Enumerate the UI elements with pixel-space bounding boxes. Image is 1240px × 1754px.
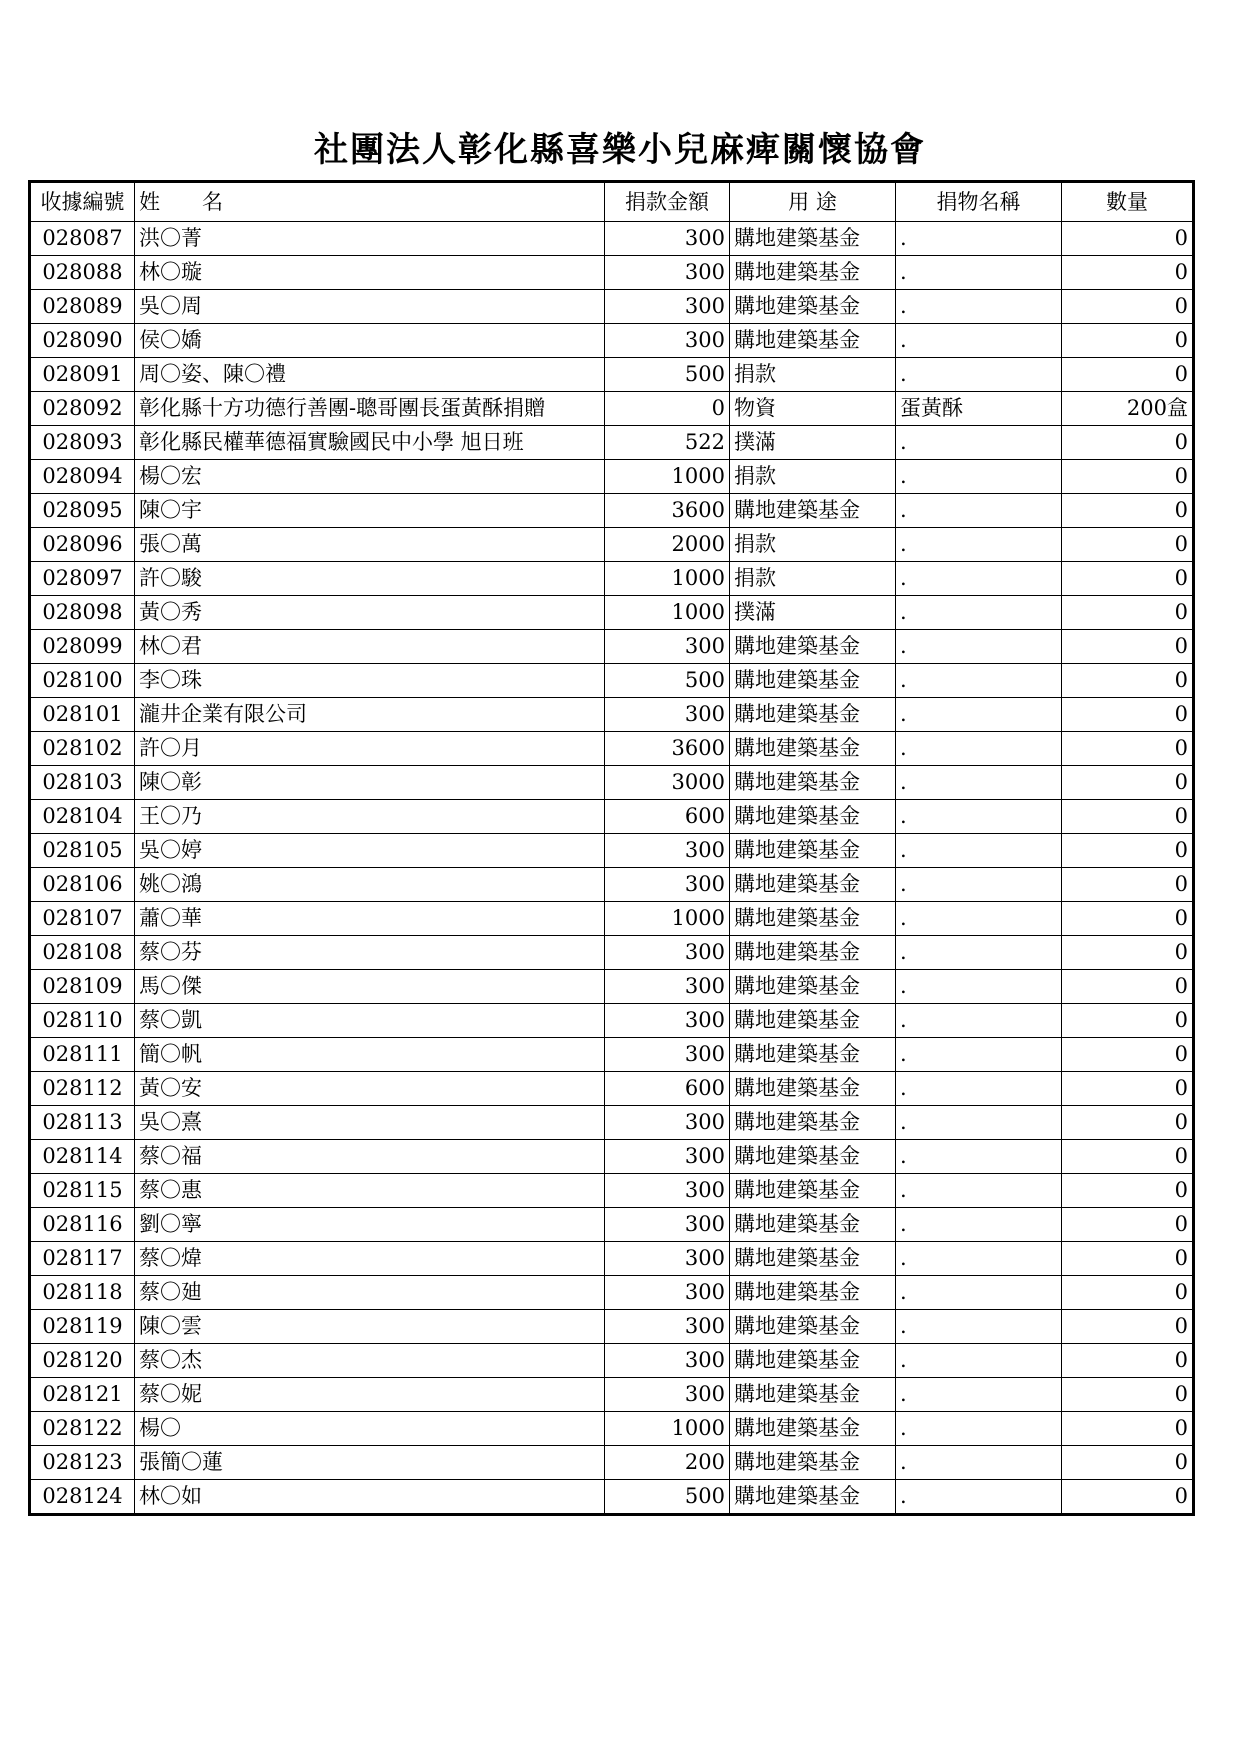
table-row xyxy=(30,732,1194,766)
cell-donor-name: 彰化縣民權華德福實驗國民中小學 旭日班 xyxy=(135,426,605,460)
cell-donor-name: 周〇姿、陳〇禮 xyxy=(135,358,605,392)
cell-quantity: 0 xyxy=(1062,732,1194,766)
cell-quantity: 0 xyxy=(1062,664,1194,698)
cell-quantity: 0 xyxy=(1062,1208,1194,1242)
cell-donor-name: 陳〇宇 xyxy=(135,494,605,528)
cell-donor-name: 楊〇宏 xyxy=(135,460,605,494)
cell-amount: 300 xyxy=(605,1038,730,1072)
cell-amount: 300 xyxy=(605,1344,730,1378)
cell-donor-name: 楊〇 xyxy=(135,1412,605,1446)
cell-item-name: . xyxy=(896,1480,1062,1515)
cell-purpose: 購地建築基金 xyxy=(730,494,896,528)
table-row xyxy=(30,290,1194,324)
cell-amount: 300 xyxy=(605,290,730,324)
cell-receipt-number: 028087 xyxy=(30,222,135,256)
cell-amount: 300 xyxy=(605,630,730,664)
cell-amount: 2000 xyxy=(605,528,730,562)
cell-receipt-number: 028120 xyxy=(30,1344,135,1378)
cell-purpose: 購地建築基金 xyxy=(730,902,896,936)
table-row xyxy=(30,1174,1194,1208)
cell-receipt-number: 028094 xyxy=(30,460,135,494)
cell-donor-name: 彰化縣十方功德行善團-聰哥團長蛋黃酥捐贈 xyxy=(135,392,605,426)
cell-quantity: 0 xyxy=(1062,426,1194,460)
cell-item-name: . xyxy=(896,1106,1062,1140)
cell-amount: 600 xyxy=(605,800,730,834)
cell-item-name: . xyxy=(896,460,1062,494)
cell-amount: 300 xyxy=(605,698,730,732)
cell-donor-name: 王〇乃 xyxy=(135,800,605,834)
cell-receipt-number: 028096 xyxy=(30,528,135,562)
cell-purpose: 購地建築基金 xyxy=(730,324,896,358)
cell-item-name: . xyxy=(896,1310,1062,1344)
cell-purpose: 購地建築基金 xyxy=(730,1072,896,1106)
cell-item-name: . xyxy=(896,766,1062,800)
cell-donor-name: 姚〇鴻 xyxy=(135,868,605,902)
cell-purpose: 購地建築基金 xyxy=(730,222,896,256)
cell-receipt-number: 028108 xyxy=(30,936,135,970)
table-row xyxy=(30,1412,1194,1446)
table-row xyxy=(30,562,1194,596)
cell-receipt-number: 028116 xyxy=(30,1208,135,1242)
header-receipt-number: 收據編號 xyxy=(30,182,135,222)
cell-purpose: 購地建築基金 xyxy=(730,1446,896,1480)
table-row xyxy=(30,1242,1194,1276)
table-row xyxy=(30,494,1194,528)
cell-receipt-number: 028089 xyxy=(30,290,135,324)
cell-quantity: 0 xyxy=(1062,290,1194,324)
cell-receipt-number: 028106 xyxy=(30,868,135,902)
cell-quantity: 0 xyxy=(1062,1242,1194,1276)
cell-donor-name: 李〇珠 xyxy=(135,664,605,698)
cell-item-name: . xyxy=(896,222,1062,256)
cell-item-name: . xyxy=(896,1140,1062,1174)
cell-receipt-number: 028122 xyxy=(30,1412,135,1446)
cell-item-name: . xyxy=(896,800,1062,834)
cell-quantity: 0 xyxy=(1062,494,1194,528)
cell-donor-name: 蔡〇芬 xyxy=(135,936,605,970)
cell-donor-name: 黃〇秀 xyxy=(135,596,605,630)
cell-amount: 600 xyxy=(605,1072,730,1106)
cell-receipt-number: 028093 xyxy=(30,426,135,460)
cell-purpose: 捐款 xyxy=(730,460,896,494)
cell-receipt-number: 028118 xyxy=(30,1276,135,1310)
cell-receipt-number: 028100 xyxy=(30,664,135,698)
cell-receipt-number: 028121 xyxy=(30,1378,135,1412)
cell-amount: 300 xyxy=(605,868,730,902)
cell-amount: 300 xyxy=(605,936,730,970)
cell-quantity: 0 xyxy=(1062,834,1194,868)
cell-donor-name: 馬〇傑 xyxy=(135,970,605,1004)
cell-purpose: 捐款 xyxy=(730,562,896,596)
header-row xyxy=(30,182,1194,222)
cell-receipt-number: 028101 xyxy=(30,698,135,732)
cell-purpose: 購地建築基金 xyxy=(730,1242,896,1276)
cell-donor-name: 林〇璇 xyxy=(135,256,605,290)
cell-receipt-number: 028091 xyxy=(30,358,135,392)
cell-receipt-number: 028112 xyxy=(30,1072,135,1106)
cell-amount: 500 xyxy=(605,1480,730,1515)
cell-quantity: 0 xyxy=(1062,1480,1194,1515)
table-row xyxy=(30,358,1194,392)
cell-purpose: 購地建築基金 xyxy=(730,936,896,970)
cell-purpose: 購地建築基金 xyxy=(730,630,896,664)
cell-quantity: 0 xyxy=(1062,698,1194,732)
cell-donor-name: 蔡〇妮 xyxy=(135,1378,605,1412)
cell-quantity: 0 xyxy=(1062,256,1194,290)
header-item-name: 捐物名稱 xyxy=(896,182,1062,222)
cell-purpose: 捐款 xyxy=(730,358,896,392)
cell-quantity: 0 xyxy=(1062,1276,1194,1310)
cell-purpose: 撲滿 xyxy=(730,426,896,460)
cell-item-name: . xyxy=(896,290,1062,324)
table-row xyxy=(30,1004,1194,1038)
table-row xyxy=(30,1378,1194,1412)
cell-amount: 3600 xyxy=(605,494,730,528)
cell-donor-name: 黃〇安 xyxy=(135,1072,605,1106)
cell-donor-name: 洪〇菁 xyxy=(135,222,605,256)
cell-amount: 300 xyxy=(605,324,730,358)
donation-table xyxy=(28,180,1195,1516)
table-row xyxy=(30,1140,1194,1174)
cell-quantity: 0 xyxy=(1062,630,1194,664)
cell-quantity: 0 xyxy=(1062,358,1194,392)
table-row xyxy=(30,766,1194,800)
table-row xyxy=(30,868,1194,902)
cell-purpose: 購地建築基金 xyxy=(730,1208,896,1242)
table-row xyxy=(30,460,1194,494)
cell-amount: 500 xyxy=(605,358,730,392)
cell-donor-name: 蔡〇杰 xyxy=(135,1344,605,1378)
table-row xyxy=(30,1038,1194,1072)
cell-item-name: . xyxy=(896,732,1062,766)
cell-quantity: 0 xyxy=(1062,562,1194,596)
table-row xyxy=(30,970,1194,1004)
cell-receipt-number: 028095 xyxy=(30,494,135,528)
cell-item-name: . xyxy=(896,698,1062,732)
cell-item-name: . xyxy=(896,1174,1062,1208)
cell-quantity: 0 xyxy=(1062,1106,1194,1140)
table-row xyxy=(30,1310,1194,1344)
page-title: 社團法人彰化縣喜樂小兒麻痺關懷協會 xyxy=(314,130,926,170)
cell-item-name: . xyxy=(896,630,1062,664)
table-row xyxy=(30,834,1194,868)
cell-purpose: 購地建築基金 xyxy=(730,868,896,902)
table-row xyxy=(30,426,1194,460)
cell-amount: 300 xyxy=(605,834,730,868)
cell-donor-name: 瀧井企業有限公司 xyxy=(135,698,605,732)
cell-amount: 3600 xyxy=(605,732,730,766)
cell-item-name: . xyxy=(896,1072,1062,1106)
cell-item-name: . xyxy=(896,324,1062,358)
cell-item-name: . xyxy=(896,256,1062,290)
cell-quantity: 0 xyxy=(1062,1412,1194,1446)
table-row xyxy=(30,800,1194,834)
cell-quantity: 0 xyxy=(1062,1038,1194,1072)
table-row xyxy=(30,630,1194,664)
cell-purpose: 購地建築基金 xyxy=(730,1276,896,1310)
table-row xyxy=(30,698,1194,732)
cell-item-name: . xyxy=(896,1038,1062,1072)
cell-item-name: . xyxy=(896,834,1062,868)
cell-quantity: 0 xyxy=(1062,1344,1194,1378)
cell-purpose: 購地建築基金 xyxy=(730,834,896,868)
cell-receipt-number: 028099 xyxy=(30,630,135,664)
cell-item-name: . xyxy=(896,358,1062,392)
cell-quantity: 0 xyxy=(1062,1174,1194,1208)
cell-quantity: 0 xyxy=(1062,902,1194,936)
cell-receipt-number: 028088 xyxy=(30,256,135,290)
cell-quantity: 0 xyxy=(1062,1072,1194,1106)
table-row xyxy=(30,528,1194,562)
cell-amount: 522 xyxy=(605,426,730,460)
cell-amount: 300 xyxy=(605,1208,730,1242)
cell-receipt-number: 028102 xyxy=(30,732,135,766)
cell-item-name: . xyxy=(896,1242,1062,1276)
header-purpose: 用 途 xyxy=(730,182,896,222)
cell-receipt-number: 028114 xyxy=(30,1140,135,1174)
cell-purpose: 購地建築基金 xyxy=(730,970,896,1004)
cell-item-name: . xyxy=(896,868,1062,902)
cell-donor-name: 蔡〇惠 xyxy=(135,1174,605,1208)
cell-receipt-number: 028097 xyxy=(30,562,135,596)
cell-item-name: . xyxy=(896,936,1062,970)
cell-purpose: 購地建築基金 xyxy=(730,1106,896,1140)
cell-item-name: . xyxy=(896,528,1062,562)
cell-purpose: 購地建築基金 xyxy=(730,800,896,834)
header-amount: 捐款金額 xyxy=(605,182,730,222)
cell-amount: 300 xyxy=(605,256,730,290)
cell-receipt-number: 028109 xyxy=(30,970,135,1004)
table-row xyxy=(30,392,1194,426)
table-row xyxy=(30,596,1194,630)
cell-receipt-number: 028098 xyxy=(30,596,135,630)
cell-amount: 300 xyxy=(605,1276,730,1310)
cell-amount: 1000 xyxy=(605,460,730,494)
cell-quantity: 0 xyxy=(1062,1446,1194,1480)
cell-quantity: 0 xyxy=(1062,222,1194,256)
cell-donor-name: 張〇萬 xyxy=(135,528,605,562)
cell-item-name: . xyxy=(896,1344,1062,1378)
cell-item-name: 蛋黃酥 xyxy=(896,392,1062,426)
cell-receipt-number: 028111 xyxy=(30,1038,135,1072)
cell-amount: 200 xyxy=(605,1446,730,1480)
cell-donor-name: 吳〇婷 xyxy=(135,834,605,868)
cell-item-name: . xyxy=(896,562,1062,596)
cell-purpose: 撲滿 xyxy=(730,596,896,630)
cell-item-name: . xyxy=(896,426,1062,460)
cell-purpose: 購地建築基金 xyxy=(730,1140,896,1174)
cell-item-name: . xyxy=(896,1208,1062,1242)
cell-quantity: 0 xyxy=(1062,766,1194,800)
cell-purpose: 購地建築基金 xyxy=(730,290,896,324)
cell-receipt-number: 028124 xyxy=(30,1480,135,1515)
cell-purpose: 購地建築基金 xyxy=(730,1412,896,1446)
cell-quantity: 0 xyxy=(1062,1310,1194,1344)
cell-receipt-number: 028110 xyxy=(30,1004,135,1038)
cell-purpose: 購地建築基金 xyxy=(730,664,896,698)
cell-purpose: 購地建築基金 xyxy=(730,1038,896,1072)
cell-quantity: 0 xyxy=(1062,1004,1194,1038)
table-row xyxy=(30,1480,1194,1515)
cell-donor-name: 蔡〇煒 xyxy=(135,1242,605,1276)
cell-item-name: . xyxy=(896,664,1062,698)
cell-amount: 1000 xyxy=(605,1412,730,1446)
cell-amount: 500 xyxy=(605,664,730,698)
cell-purpose: 購地建築基金 xyxy=(730,1344,896,1378)
cell-purpose: 購地建築基金 xyxy=(730,732,896,766)
table-row xyxy=(30,256,1194,290)
cell-receipt-number: 028092 xyxy=(30,392,135,426)
cell-receipt-number: 028104 xyxy=(30,800,135,834)
cell-amount: 300 xyxy=(605,1174,730,1208)
cell-donor-name: 劉〇寧 xyxy=(135,1208,605,1242)
cell-amount: 1000 xyxy=(605,902,730,936)
table-row xyxy=(30,936,1194,970)
cell-donor-name: 陳〇雲 xyxy=(135,1310,605,1344)
cell-receipt-number: 028113 xyxy=(30,1106,135,1140)
cell-purpose: 購地建築基金 xyxy=(730,1378,896,1412)
cell-donor-name: 許〇駿 xyxy=(135,562,605,596)
cell-quantity: 0 xyxy=(1062,800,1194,834)
cell-donor-name: 吳〇熹 xyxy=(135,1106,605,1140)
cell-amount: 300 xyxy=(605,1378,730,1412)
cell-item-name: . xyxy=(896,1446,1062,1480)
cell-amount: 3000 xyxy=(605,766,730,800)
cell-donor-name: 蔡〇廸 xyxy=(135,1276,605,1310)
cell-quantity: 0 xyxy=(1062,324,1194,358)
cell-item-name: . xyxy=(896,1004,1062,1038)
cell-quantity: 0 xyxy=(1062,970,1194,1004)
table-row xyxy=(30,324,1194,358)
cell-purpose: 購地建築基金 xyxy=(730,1310,896,1344)
cell-amount: 300 xyxy=(605,1310,730,1344)
header-name: 姓 名 xyxy=(135,182,605,222)
cell-purpose: 購地建築基金 xyxy=(730,1480,896,1515)
cell-item-name: . xyxy=(896,596,1062,630)
cell-donor-name: 侯〇嬌 xyxy=(135,324,605,358)
cell-item-name: . xyxy=(896,970,1062,1004)
cell-quantity: 200盒 xyxy=(1062,392,1194,426)
table-row xyxy=(30,1106,1194,1140)
cell-receipt-number: 028115 xyxy=(30,1174,135,1208)
cell-item-name: . xyxy=(896,902,1062,936)
cell-purpose: 購地建築基金 xyxy=(730,766,896,800)
cell-receipt-number: 028105 xyxy=(30,834,135,868)
table-row xyxy=(30,902,1194,936)
cell-receipt-number: 028090 xyxy=(30,324,135,358)
table-row xyxy=(30,664,1194,698)
cell-quantity: 0 xyxy=(1062,1378,1194,1412)
table-header xyxy=(30,182,1194,222)
cell-quantity: 0 xyxy=(1062,1140,1194,1174)
cell-donor-name: 陳〇彰 xyxy=(135,766,605,800)
cell-purpose: 購地建築基金 xyxy=(730,1174,896,1208)
cell-receipt-number: 028107 xyxy=(30,902,135,936)
cell-donor-name: 蔡〇福 xyxy=(135,1140,605,1174)
cell-donor-name: 林〇如 xyxy=(135,1480,605,1515)
cell-amount: 1000 xyxy=(605,562,730,596)
cell-purpose: 物資 xyxy=(730,392,896,426)
table-body xyxy=(30,222,1194,1515)
cell-amount: 300 xyxy=(605,1004,730,1038)
cell-amount: 300 xyxy=(605,1140,730,1174)
cell-donor-name: 許〇月 xyxy=(135,732,605,766)
cell-purpose: 購地建築基金 xyxy=(730,698,896,732)
cell-receipt-number: 028103 xyxy=(30,766,135,800)
cell-quantity: 0 xyxy=(1062,528,1194,562)
cell-amount: 1000 xyxy=(605,596,730,630)
cell-item-name: . xyxy=(896,1276,1062,1310)
cell-item-name: . xyxy=(896,1412,1062,1446)
cell-receipt-number: 028119 xyxy=(30,1310,135,1344)
cell-purpose: 購地建築基金 xyxy=(730,1004,896,1038)
table-row xyxy=(30,1446,1194,1480)
cell-purpose: 捐款 xyxy=(730,528,896,562)
table-row xyxy=(30,1208,1194,1242)
cell-quantity: 0 xyxy=(1062,936,1194,970)
cell-amount: 300 xyxy=(605,222,730,256)
cell-item-name: . xyxy=(896,1378,1062,1412)
cell-item-name: . xyxy=(896,494,1062,528)
table-row xyxy=(30,1276,1194,1310)
cell-quantity: 0 xyxy=(1062,868,1194,902)
cell-amount: 300 xyxy=(605,1106,730,1140)
table-row xyxy=(30,222,1194,256)
cell-donor-name: 蕭〇華 xyxy=(135,902,605,936)
cell-donor-name: 簡〇帆 xyxy=(135,1038,605,1072)
cell-donor-name: 吳〇周 xyxy=(135,290,605,324)
cell-donor-name: 張簡〇蓮 xyxy=(135,1446,605,1480)
cell-amount: 0 xyxy=(605,392,730,426)
cell-quantity: 0 xyxy=(1062,460,1194,494)
table-row xyxy=(30,1344,1194,1378)
cell-donor-name: 蔡〇凱 xyxy=(135,1004,605,1038)
cell-receipt-number: 028123 xyxy=(30,1446,135,1480)
cell-quantity: 0 xyxy=(1062,596,1194,630)
header-quantity: 數量 xyxy=(1062,182,1194,222)
cell-purpose: 購地建築基金 xyxy=(730,256,896,290)
cell-amount: 300 xyxy=(605,1242,730,1276)
cell-receipt-number: 028117 xyxy=(30,1242,135,1276)
table-row xyxy=(30,1072,1194,1106)
cell-amount: 300 xyxy=(605,970,730,1004)
cell-donor-name: 林〇君 xyxy=(135,630,605,664)
